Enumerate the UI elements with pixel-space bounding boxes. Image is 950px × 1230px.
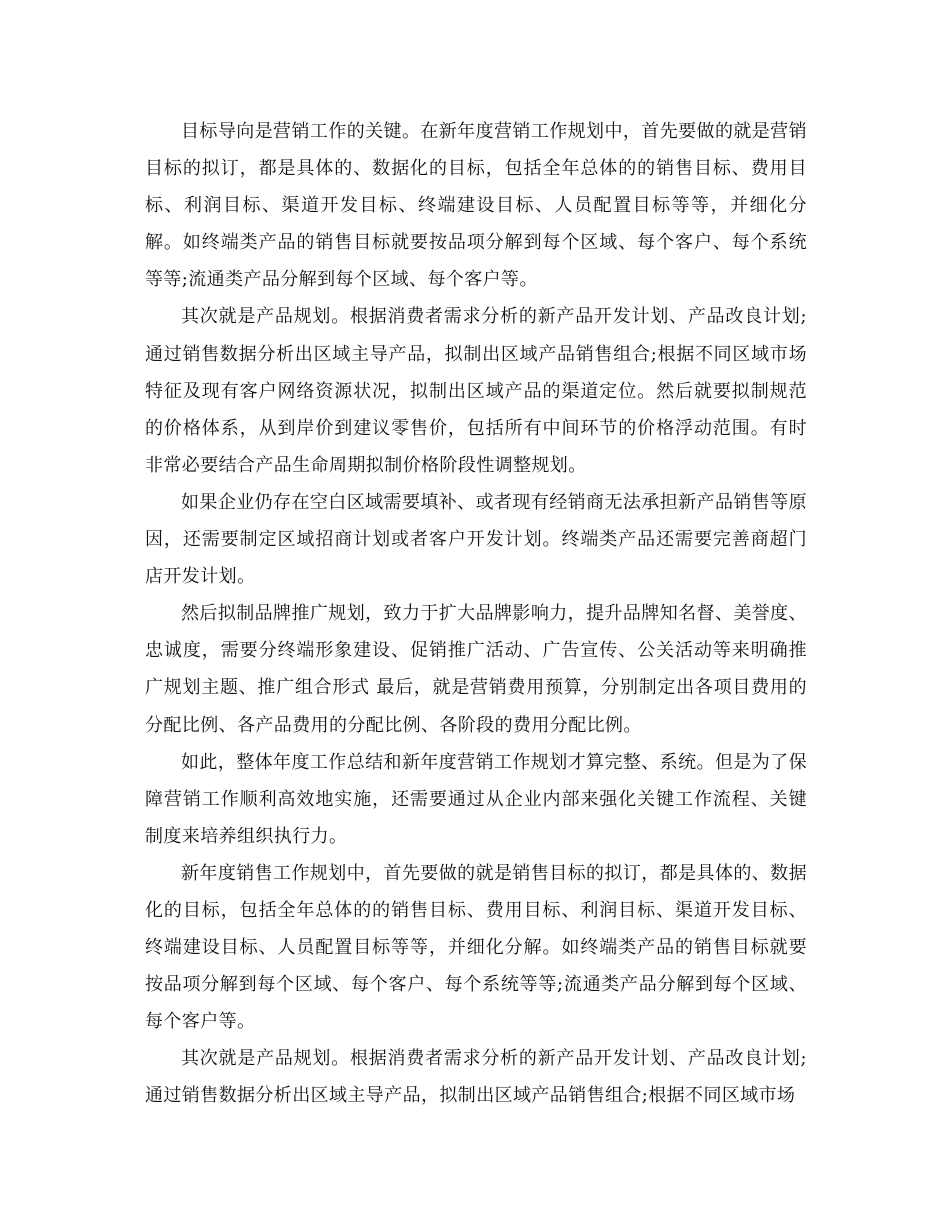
paragraph-3: 如果企业仍存在空白区域需要填补、或者现有经销商无法承担新产品销售等原因，还需要制定区域招商计划或者客户开发计划。终端类产品还需要完善商超门店开发计划。	[145, 491, 807, 588]
document-body	[145, 113, 807, 1115]
paragraph-2: 其次就是产品规划。根据消费者需求分析的新产品开发计划、产品改良计划;通过销售数据分析出区域主导产品，拟制出区域产品销售组合;根据不同区域市场特征及现有客户网络资源状况，拟制出区域产品的渠道定位。然后就要拟制规范的价格体系，从到岸价到建议零售价，包括所有中间环节的价格浮动范围。有时非常必要结合产品生命周期拟制价格阶段性调整规划。	[145, 306, 807, 476]
paragraph-4: 然后拟制品牌推广规划，致力于扩大品牌影响力，提升品牌知名督、美誉度、忠诚度，需要分终端形象建设、促销推广活动、广告宣传、公关活动等来明确推广规划主题、推广组合形式 最后，就是营销费用预算，分别制定出各项目费用的分配比例、各产品费用的分配比例、各阶段的费用分配比例。	[145, 603, 807, 736]
paragraph-1: 目标导向是营销工作的关键。在新年度营销工作规划中，首先要做的就是营销目标的拟订，都是具体的、数据化的目标，包括全年总体的的销售目标、费用目标、利润目标、渠道开发目标、终端建设目标、人员配置目标等等，并细化分解。如终端类产品的销售目标就要按品项分解到每个区域、每个客户、每个系统等等;流通类产品分解到每个区域、每个客户等。	[145, 121, 807, 291]
paragraph-7: 其次就是产品规划。根据消费者需求分析的新产品开发计划、产品改良计划;通过销售数据分析出区域主导产品，拟制出区域产品销售组合;根据不同区域市场	[145, 1048, 807, 1107]
paragraph-5: 如此，整体年度工作总结和新年度营销工作规划才算完整、系统。但是为了保障营销工作顺利高效地实施，还需要通过从企业内部来强化关键工作流程、关键制度来培养组织执行力。	[145, 751, 807, 847]
paragraph-6: 新年度销售工作规划中，首先要做的就是销售目标的拟订，都是具体的、数据化的目标，包括全年总体的的销售目标、费用目标、利润目标、渠道开发目标、终端建设目标、人员配置目标等等，并细化分解。如终端类产品的销售目标就要按品项分解到每个区域、每个客户、每个系统等等;流通类产品分解到每个区域、每个客户等。	[145, 862, 807, 1033]
